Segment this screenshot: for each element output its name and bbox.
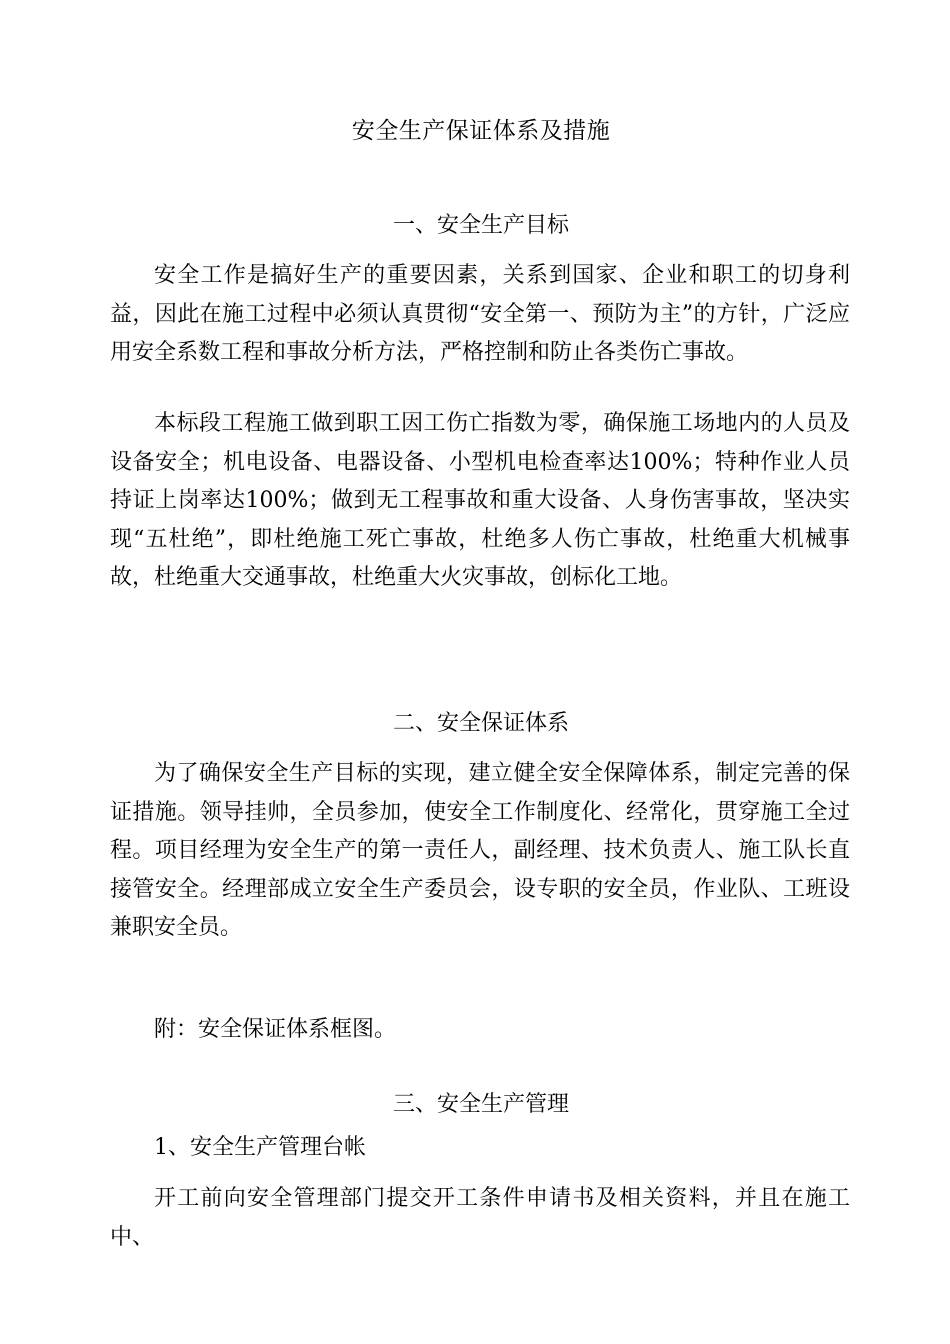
section-heading-safety-system: 二、安全保证体系: [392, 711, 569, 736]
paragraph-ledger-intro: 开工前向安全管理部门提交开工条件申请书及相关资料，并且在施工中、: [110, 1186, 850, 1250]
paragraph-safety-system: 为了确保安全生产目标的实现，建立健全安全保障体系，制定完善的保证措施。领导挂帅，全员参加，使安全工作制度化、经常化，贯穿施工全过程。项目经理为安全生产的第一责任人，副经理、技术负责人、施工队长直接管安全。经理部成立安全生产委员会，设专职的安全员，作业队、工班设兼职安全员。: [110, 761, 850, 940]
document-title: 安全生产保证体系及措施: [351, 118, 611, 144]
paragraph-safety-importance: 安全工作是搞好生产的重要因素，关系到国家、企业和职工的切身利益，因此在施工过程中必须认真贯彻“安全第一、预防为主”的方针，广泛应用安全系数工程和事故分析方法，严格控制和防止各类伤亡事故。: [110, 263, 850, 365]
paragraph-safety-targets: 本标段工程施工做到职工因工伤亡指数为零，确保施工场地内的人员及设备安全；机电设备、电器设备、小型机电检查率达100%；特种作业人员持证上岗率达100%；做到无工程事故和重大设备、人身伤害事故，坚决实现“五杜绝”，即杜绝施工死亡事故，杜绝多人伤亡事故，杜绝重大机械事故，杜绝重大交通事故，杜绝重大火灾事故，创标化工地。: [110, 411, 850, 590]
section-heading-safety-goals: 一、安全生产目标: [392, 213, 569, 238]
section-heading-safety-management: 三、安全生产管理: [392, 1092, 569, 1117]
subheading-safety-ledger: 1、安全生产管理台帐: [154, 1135, 366, 1160]
attachment-note: 附：安全保证体系框图。: [154, 1017, 397, 1042]
